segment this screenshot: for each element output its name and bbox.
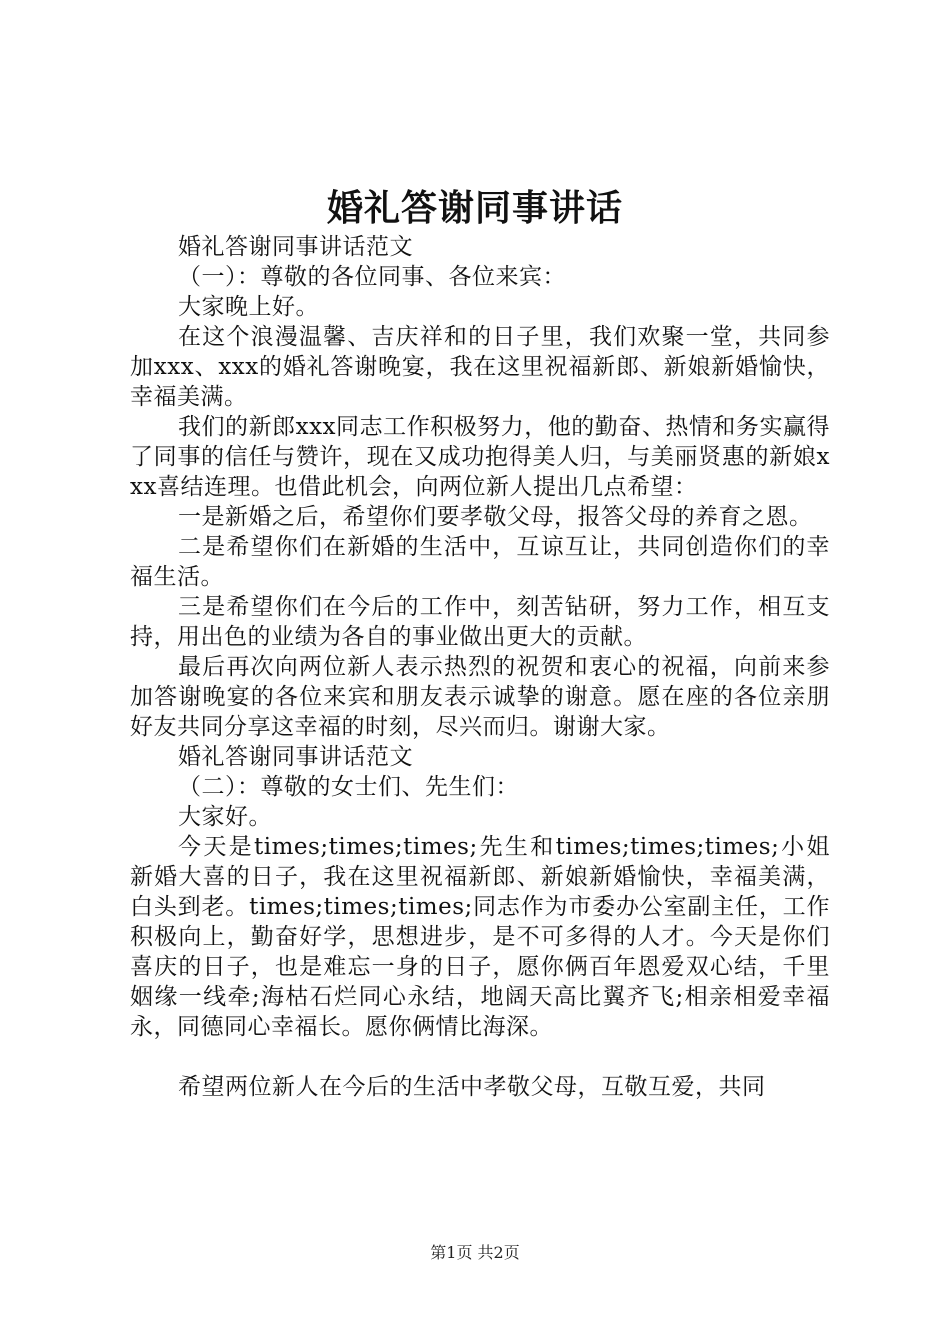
paragraph: 在这个浪漫温馨、吉庆祥和的日子里，我们欢聚一堂，共同参加xxx、xxx的婚礼答谢晚宴，我在这里祝福新郎、新娘新婚愉快，幸福美满。 (130, 324, 830, 410)
paragraph: 大家晚上好。 (178, 294, 319, 320)
paragraph: 二是希望你们在新婚的生活中，互谅互让，共同创造你们的幸福生活。 (130, 534, 830, 590)
document-title: 婚礼答谢同事讲话 (326, 187, 623, 229)
paragraph: 三是希望你们在今后的工作中，刻苦钻研，努力工作，相互支持，用出色的业绩为各自的事业做出更大的贡献。 (130, 594, 830, 650)
paragraph: 一是新婚之后，希望你们要孝敬父母，报答父母的养育之恩。 (178, 504, 813, 530)
paragraph: 婚礼答谢同事讲话范文 (178, 234, 413, 260)
paragraph: 最后再次向两位新人表示热烈的祝贺和衷心的祝福，向前来参加答谢晚宴的各位来宾和朋友表示诚挚的谢意。愿在座的各位亲朋好友共同分享这幸福的时刻，尽兴而归。谢谢大家。 (130, 654, 830, 740)
paragraph: 婚礼答谢同事讲话范文 (178, 744, 413, 770)
page-footer: 第1页 共2页 (430, 1243, 520, 1262)
paragraph: 今天是times;times;times;先生和times;times;times;小姐新婚大喜的日子，我在这里祝福新郎、新娘新婚愉快，幸福美满，白头到老。times;times;times;同志作为市委办公室副主任，工作积极向上，勤奋好学，思想进步，是不可多得的人才。今天是你们喜庆的日子，也是难忘一身的日子，愿你俩百年恩爱双心结，千里姻缘一线牵;海枯石烂同心永结，地阔天高比翼齐飞;相亲相爱幸福永，同德同心幸福长。愿你俩情比海深。 (130, 834, 830, 1040)
paragraph: （二）：尊敬的女士们、先生们： (178, 774, 519, 800)
paragraph: （一）：尊敬的各位同事、各位来宾： (178, 264, 566, 290)
paragraph: 希望两位新人在今后的生活中孝敬父母，互敬互爱，共同 (178, 1074, 766, 1100)
paragraph: 大家好。 (178, 804, 272, 830)
document-body (130, 232, 830, 1102)
paragraph: 我们的新郎xxx同志工作积极努力，他的勤奋、热情和务实赢得了同事的信任与赞许，现在又成功抱得美人归，与美丽贤惠的新娘xxx喜结连理。也借此机会，向两位新人提出几点希望： (130, 414, 830, 500)
